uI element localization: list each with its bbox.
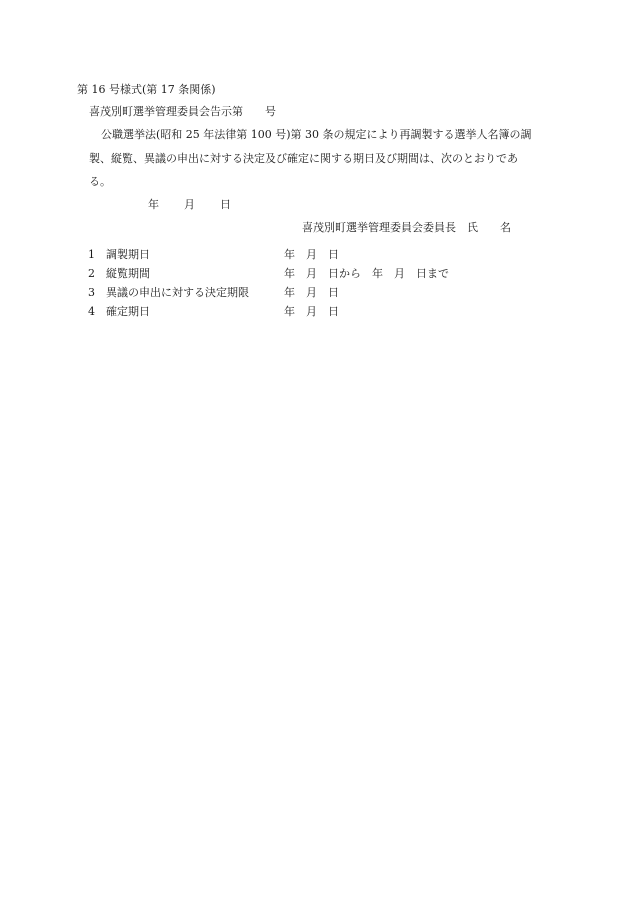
schedule-row: [0, 268, 630, 282]
schedule-row-value: 年 月 日から 年 月 日まで: [284, 267, 449, 280]
body-paragraph-line: 製、縦覧、異議の申出に対する決定及び確定に関する期日及び期間は、次のとおりであ: [89, 152, 518, 165]
schedule-row-number: 4: [88, 305, 95, 318]
schedule-row-value: 年 月 日: [284, 248, 339, 261]
schedule-row: [0, 287, 630, 301]
schedule-row-value: 年 月 日: [284, 286, 339, 299]
notice-title: 喜茂別町選挙管理委員会告示第 号: [89, 105, 276, 118]
schedule-row-label: 縦覧期間: [106, 267, 150, 280]
schedule-row: [0, 249, 630, 263]
schedule-row-value: 年 月 日: [284, 305, 339, 318]
schedule-row-number: 3: [88, 286, 95, 299]
body-paragraph-line: る。: [89, 175, 111, 188]
form-header: 第 16 号様式(第 17 条関係): [77, 83, 216, 96]
date-day: 日: [220, 198, 231, 211]
schedule-row-number: 2: [88, 267, 95, 280]
body-paragraph-line: 公職選挙法(昭和 25 年法律第 100 号)第 30 条の規定により再調製する選挙人名簿の調: [101, 128, 532, 141]
schedule-row-label: 確定期日: [106, 305, 150, 318]
schedule-row-label: 調製期日: [106, 248, 150, 261]
schedule-row-label: 異議の申出に対する決定期限: [106, 286, 249, 299]
date-year: 年: [148, 198, 159, 211]
schedule-row-number: 1: [88, 248, 95, 261]
schedule-row: [0, 306, 630, 320]
date-month: 月: [184, 198, 195, 211]
signature-line: 喜茂別町選挙管理委員会委員長 氏 名: [302, 221, 511, 234]
